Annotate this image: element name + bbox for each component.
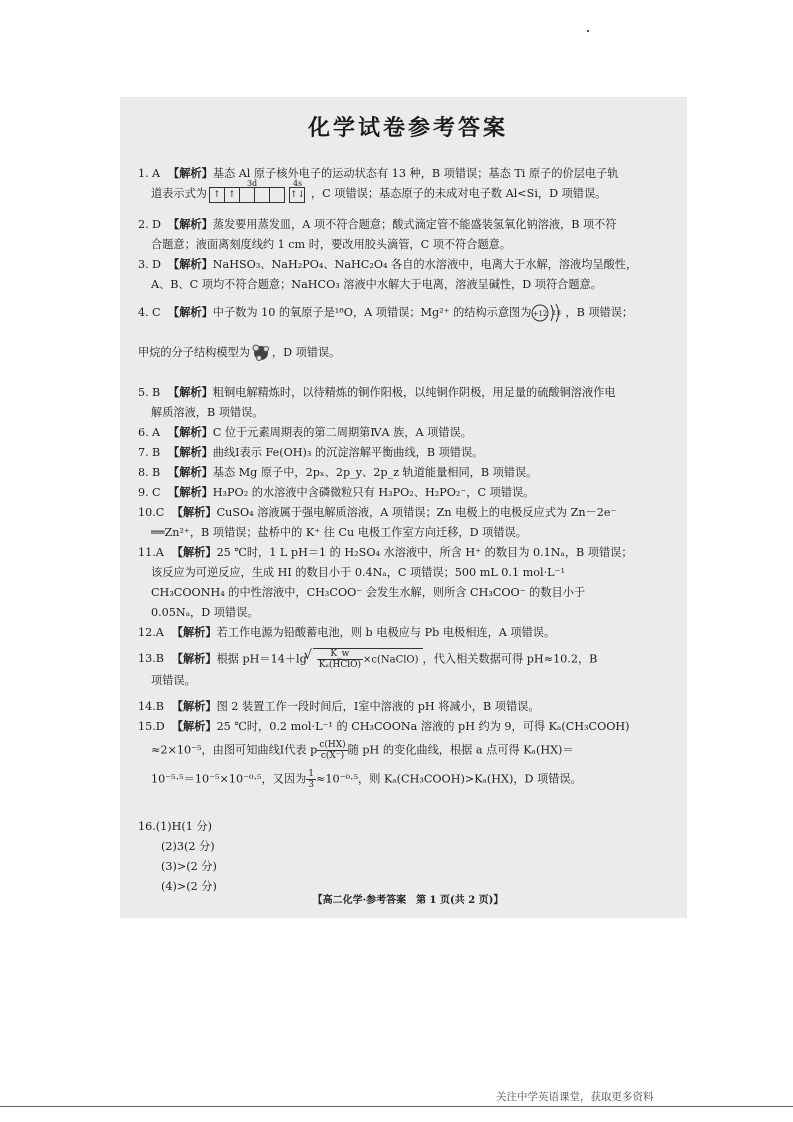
answer-item-12: 12.A 【解析】若工作电源为铅酸蓄电池，则 b 电极应与 Pb 电极相连，A 项错误。 xyxy=(138,625,556,639)
page-title: 化学试卷参考答案 xyxy=(307,115,508,141)
answer-item-2: 2. D 【解析】蒸发要用蒸发皿，A 项不符合题意；酸式滴定管不能盛装氢氧化钠溶液，B 项不符 合题意；液面离刻度线约 1 cm 时，要改用胶头滴管，C 项不符合题意。 xyxy=(138,217,617,251)
answer-16-part-2: (2)3(2 分) xyxy=(161,840,215,853)
answer-16-part-3: (3)>(2 分) xyxy=(161,860,217,873)
answer-item-6: 6. A 【解析】C 位于元素周期表的第二周期第ⅣA 族，A 项错误。 xyxy=(138,425,472,439)
sqrt-formula: √ $\frac{K\_w}{\text{Kₐ(HClO)}}$ ×c(NaClO) xyxy=(313,648,423,671)
answer-item-7: 7. B 【解析】曲线Ⅰ表示 Fe(OH)₃ 的沉淀溶解平衡曲线，B 项错误。 xyxy=(138,445,484,459)
answer-item-14: 14.B 【解析】图 2 装置工作一段时间后，Ⅰ室中溶液的 pH 将减小，B 项错误。 xyxy=(138,699,540,713)
methane-model-icon xyxy=(250,342,272,364)
svg-text:+12: +12 xyxy=(533,310,548,318)
scanned-page xyxy=(120,97,687,918)
answer-item-9: 9. C 【解析】H₃PO₂ 的水溶液中含磷微粒只有 H₃PO₂、H₂PO₂⁻，C 项错误。 xyxy=(138,485,535,499)
svg-text:2: 2 xyxy=(552,310,557,317)
answer-16-part-4: (4)>(2 分) xyxy=(161,880,217,893)
orbital-diagram: 3d ↑ ↑ 4s ↑↓ xyxy=(209,185,309,203)
stray-dot xyxy=(587,30,589,32)
bottom-divider xyxy=(0,1106,793,1107)
watermark-text: 关注中学英语课堂，获取更多资料 xyxy=(496,1091,654,1103)
answer-item-8: 8. B 【解析】基态 Mg 原子中，2pₓ、2p_y、2p_z 轨道能量相同，B 项错误。 xyxy=(138,465,538,479)
answer-item-15: 15.D 【解析】25 ℃时，0.2 mol·L⁻¹ 的 CH₃COONa 溶液的 pH 约为 9，可得 Kₐ(CH₃COOH) ≈2×10⁻⁵，由图可知曲线Ⅰ代表 p $\frac{c(HX)}{c(X^-)}$ 随 pH 的变化曲线，根据 a 点可得 Kₐ(HX)＝ 10⁻⁵·⁵＝10⁻⁵×10⁻⁰·⁵，又因为 $\frac{1}{3}$ ≈10⁻⁰·⁵，则 Kₐ(CH₃COOH)>Kₐ(HX)，D 项错误。 xyxy=(138,719,630,790)
fraction-hx: $\frac{c(HX)}{c(X^-)}$ xyxy=(319,740,346,761)
svg-text:8: 8 xyxy=(557,310,562,317)
answer-item-1: 1. A 【解析】基态 Al 原子核外电子的运动状态有 13 种，B 项错误；基态 Ti 原子的价层电子轨 道表示式为 3d ↑ ↑ 4s ↑↓ ，C 项错误；基态原子的未成对电子数 Al<Si，D 项错误。 xyxy=(138,163,674,204)
answer-item-16: 16.(1)H(1 分) xyxy=(138,820,212,833)
answer-item-3: 3. D 【解析】NaHSO₃、NaH₂PO₄、NaHC₂O₄ 各自的水溶液中，电离大于水解，溶液均呈酸性， A、B、C 项均不符合题意；NaHCO₃ 溶液中水解大于电离，溶液呈碱性，D 项符合题意。 xyxy=(138,257,638,291)
fraction-one-third: $\frac{1}{3}$ xyxy=(308,769,315,790)
answer-item-13: 13.B 【解析】根据 pH＝14＋lg √ $\frac{K\_w}{\text{Kₐ(HClO)}}$ ×c(NaClO) ，代入相关数据可得 pH≈10.2，B 项错误。 xyxy=(138,648,674,691)
mg-ion-structure-diagram xyxy=(531,302,565,324)
answer-item-4: 4. C 【解析】中子数为 10 的氧原子是¹⁸O，A 项错误；Mg²⁺ 的结构示意图为 +12 2 8 ，B 项错误； 甲烷的分子结构模型为 ，D 项错误。 xyxy=(138,302,674,364)
answer-item-10: 10.C 【解析】CuSO₄ 溶液属于强电解质溶液，A 项错误；Zn 电极上的电极反应式为 Zn－2e⁻ ══Zn²⁺，B 项错误；盐桥中的 K⁺ 往 Cu 电极工作室方向迁移，D 项错误。 xyxy=(138,505,617,539)
page-footer: 【高二化学·参考答案 第 1 页(共 2 页)】 xyxy=(312,895,504,906)
answer-item-11: 11.A 【解析】25 ℃时，1 L pH＝1 的 H₂SO₄ 水溶液中，所含 H⁺ 的数目为 0.1Nₐ，B 项错误； 该反应为可逆反应，生成 HI 的数目小于 0.4Nₐ，C 项错误；500 mL 0.1 mol·L⁻¹ CH₃COONH₄ 的中性溶液中，CH₃COO⁻ 会发生水解，则所含 CH₃COO⁻ 的数目小于 0.05Nₐ，D 项错误。 xyxy=(138,545,633,619)
answer-item-5: 5. B 【解析】粗铜电解精炼时，以待精炼的铜作阳极，以纯铜作阴极，用足量的硫酸铜溶液作电 解质溶液，B 项错误。 xyxy=(138,385,616,419)
